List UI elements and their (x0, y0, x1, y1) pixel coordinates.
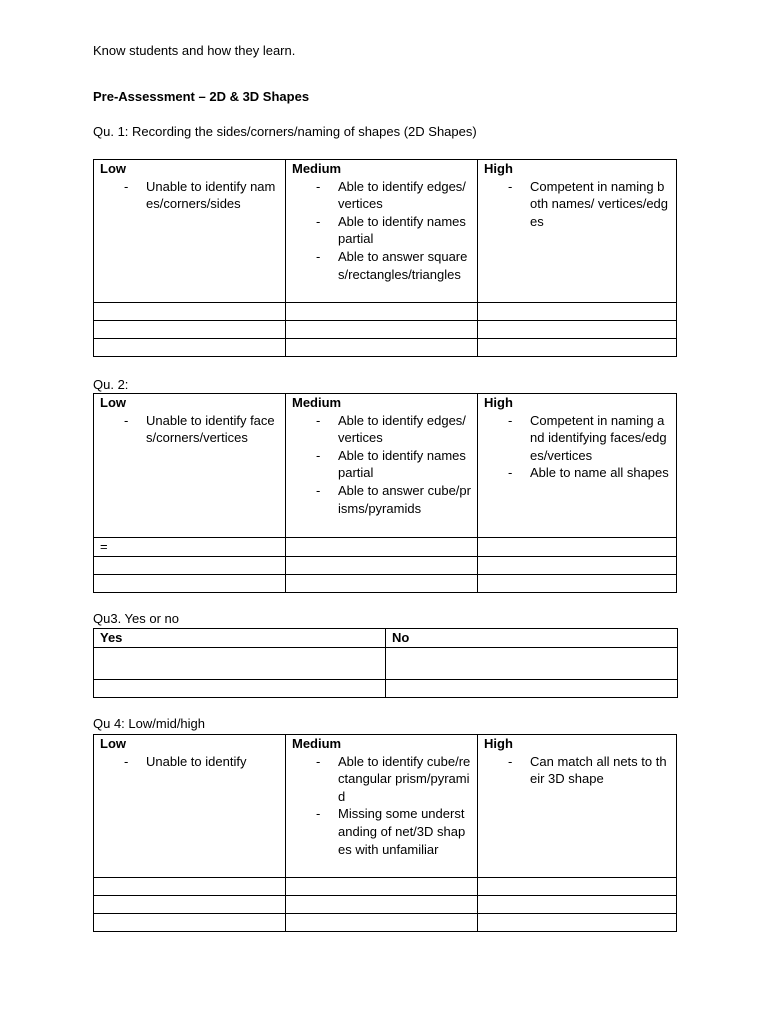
q1-high-cell (478, 160, 677, 303)
q1-medium-item: - Able to identify edges/vertices (292, 178, 477, 213)
table-cell (286, 878, 478, 896)
q3-yes-label: Yes (100, 630, 123, 645)
table-cell (478, 339, 677, 357)
table-cell (94, 574, 286, 592)
q1-medium-label: Medium (292, 161, 342, 176)
q1-medium-item: - Able to identify names partial (292, 213, 477, 248)
q4-table (93, 734, 677, 932)
q4-high-label: High (484, 736, 513, 751)
q2-high-item: - Competent in naming and identifying faces/edges/vertices (484, 412, 676, 465)
q1-high-label: High (484, 161, 513, 176)
table-cell (286, 339, 478, 357)
q1-empty-row (94, 321, 677, 339)
table-cell (478, 914, 677, 932)
q2-high-item: - Able to name all shapes (484, 464, 676, 482)
q3-heading: Qu3. Yes or no (93, 611, 180, 626)
q4-criteria-row (94, 735, 677, 878)
q2-heading: Qu. 2: (93, 377, 129, 392)
q3-header-row (94, 629, 678, 648)
table-cell (286, 896, 478, 914)
q2-empty-row (94, 556, 677, 574)
q2-row (94, 538, 677, 557)
q2-low-cell (94, 394, 286, 538)
q1-medium-cell (286, 160, 478, 303)
q4-low-cell (94, 735, 286, 878)
q3-empty-row (94, 679, 678, 697)
q1-low-label: Low (100, 161, 126, 176)
table-cell (478, 878, 677, 896)
table-cell (478, 556, 677, 574)
table-cell (386, 647, 678, 679)
q2-high-cell (478, 394, 677, 538)
table-cell (94, 339, 286, 357)
q4-heading: Qu 4: Low/mid/high (93, 716, 206, 731)
table-cell (94, 914, 286, 932)
q2-low-item: - Unable to identify faces/corners/vertices (100, 412, 285, 447)
q4-medium-item: - Missing some understanding of net/3D shapes with unfamiliar (292, 805, 477, 858)
table-cell: = (94, 538, 286, 557)
table-cell (478, 574, 677, 592)
table-cell (94, 647, 386, 679)
table-cell (478, 896, 677, 914)
q2-medium-cell (286, 394, 478, 538)
q2-criteria-row (94, 394, 677, 538)
q2-medium-item: - Able to identify edges/vertices (292, 412, 477, 447)
q1-heading: Qu. 1: Recording the sides/corners/naming of shapes (2D Shapes) (93, 124, 477, 139)
q4-high-cell (478, 735, 677, 878)
q3-yes-header (94, 629, 386, 648)
q4-low-item: - Unable to identify (100, 753, 285, 771)
q3-empty-row (94, 647, 678, 679)
q1-low-cell (94, 160, 286, 303)
q4-empty-row (94, 914, 677, 932)
table-cell (94, 303, 286, 321)
table-cell (386, 679, 678, 697)
q4-low-label: Low (100, 736, 126, 751)
q3-table (93, 628, 678, 698)
table-cell (94, 896, 286, 914)
table-cell (286, 538, 478, 557)
q1-high-item: - Competent in naming both names/ vertices/edges (484, 178, 676, 231)
q1-empty-row (94, 339, 677, 357)
q1-empty-row (94, 303, 677, 321)
table-cell (94, 878, 286, 896)
intro-text: Know students and how they learn. (93, 43, 296, 58)
q2-high-label: High (484, 395, 513, 410)
table-cell (94, 679, 386, 697)
table-cell (286, 574, 478, 592)
q1-table (93, 159, 677, 357)
q4-medium-label: Medium (292, 736, 342, 751)
q2-empty-row (94, 574, 677, 592)
table-cell (286, 321, 478, 339)
table-cell (478, 321, 677, 339)
table-cell (286, 303, 478, 321)
q2-medium-item: - Able to answer cube/prisms/pyramids (292, 482, 477, 517)
q3-no-label: No (392, 630, 410, 645)
table-cell (94, 321, 286, 339)
q2-table (93, 393, 677, 593)
q1-criteria-row (94, 160, 677, 303)
q1-medium-item: - Able to answer squares/rectangles/triangles (292, 248, 477, 283)
table-cell (94, 556, 286, 574)
q2-low-label: Low (100, 395, 126, 410)
page-title: Pre-Assessment – 2D & 3D Shapes (93, 89, 310, 104)
table-cell (286, 914, 478, 932)
table-cell (286, 556, 478, 574)
q3-no-header (386, 629, 678, 648)
q1-low-item: - Unable to identify names/corners/sides (100, 178, 285, 213)
q4-empty-row (94, 878, 677, 896)
table-cell (478, 303, 677, 321)
table-cell (478, 538, 677, 557)
q4-empty-row (94, 896, 677, 914)
q4-medium-cell (286, 735, 478, 878)
q4-medium-item: - Able to identify cube/rectangular prism/pyramid (292, 753, 477, 806)
q4-high-item: - Can match all nets to their 3D shape (484, 753, 676, 788)
q2-medium-item: - Able to identify names partial (292, 447, 477, 482)
q2-medium-label: Medium (292, 395, 342, 410)
